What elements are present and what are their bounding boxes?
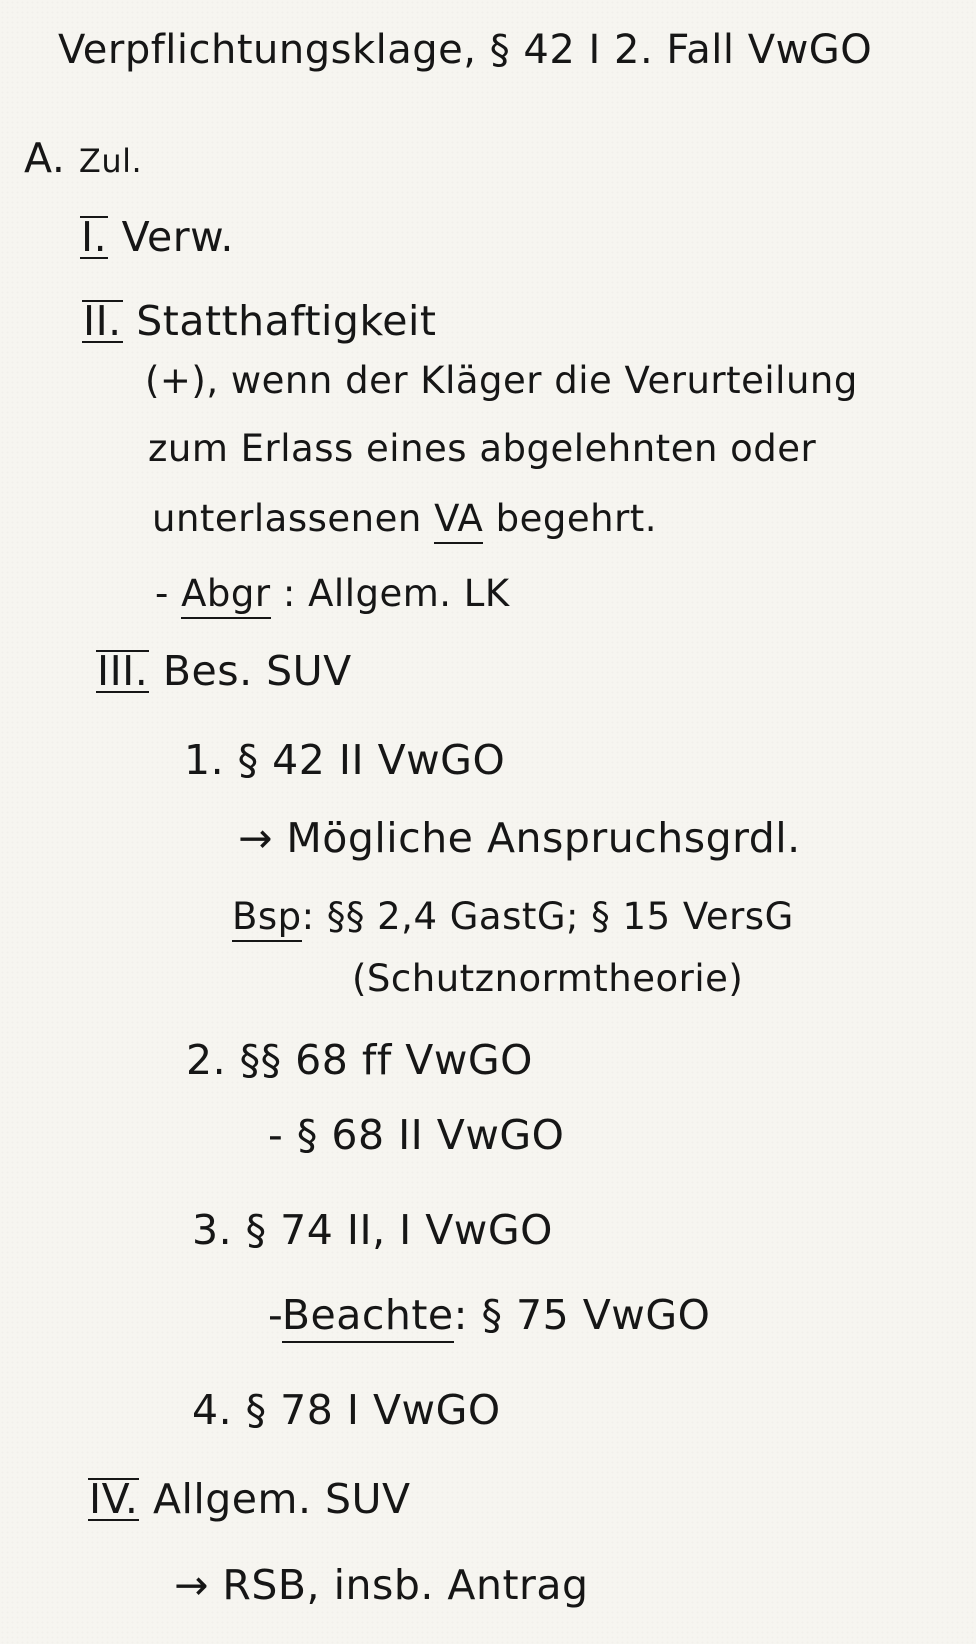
section-ii-line-3-post: begehrt. (495, 497, 658, 540)
section-ii-line-2: zum Erlass eines abgelehnten oder (148, 427, 817, 470)
section-ii-line-3-pre: unterlassenen (152, 497, 422, 540)
beachte-underlined: Beachte (282, 1291, 454, 1343)
section-iii-marker: III. (97, 647, 149, 695)
beachte-text: : § 75 VwGO (453, 1291, 711, 1339)
va-underlined: VA (434, 497, 483, 544)
section-ii-marker: II. (83, 297, 122, 345)
point-1-example-line (232, 895, 794, 938)
section-iii (96, 647, 352, 695)
section-ii-line-1: (+), wenn der Kläger die Verurteilung (145, 359, 858, 402)
bsp-text: : §§ 2,4 GastG; § 15 VersG (301, 895, 794, 938)
point-4-heading: 4. § 78 I VwGO (192, 1386, 501, 1434)
page-title: Verpflichtungsklage, § 42 I 2. Fall VwGO (58, 27, 873, 73)
section-ii-text: Statthaftigkeit (136, 297, 437, 345)
abgr-underlined: Abgr (181, 572, 271, 619)
section-ii-line-3 (152, 497, 658, 540)
abgr-dash: - (155, 572, 169, 615)
point-1-theory-line: (Schutznormtheorie) (352, 957, 744, 1000)
abgr-text: : Allgem. LK (282, 572, 510, 615)
section-i (80, 213, 234, 261)
section-iv-arrow-line: → RSB, insb. Antrag (174, 1561, 589, 1609)
point-2-heading: 2. §§ 68 ff VwGO (186, 1036, 533, 1084)
point-1-heading: 1. § 42 II VwGO (184, 736, 506, 784)
bsp-underlined: Bsp (232, 895, 302, 942)
section-iv (88, 1475, 411, 1523)
abgr-line (155, 572, 510, 615)
section-a (24, 134, 143, 182)
point-3-note-line (268, 1291, 711, 1339)
point-2-sub-line: - § 68 II VwGO (268, 1111, 565, 1159)
section-iv-marker: IV. (89, 1475, 139, 1523)
section-iv-text: Allgem. SUV (152, 1475, 411, 1523)
section-ii (82, 297, 437, 345)
section-iii-text: Bes. SUV (162, 647, 352, 695)
beachte-dash: - (268, 1291, 282, 1339)
point-3-heading: 3. § 74 II, I VwGO (192, 1206, 553, 1254)
section-i-marker: I. (81, 213, 108, 261)
point-1-arrow-line: → Mögliche Anspruchsgrdl. (238, 814, 801, 862)
section-a-marker: A. (24, 134, 66, 182)
section-a-text: Zul. (78, 142, 143, 180)
section-i-text: Verw. (121, 213, 234, 261)
